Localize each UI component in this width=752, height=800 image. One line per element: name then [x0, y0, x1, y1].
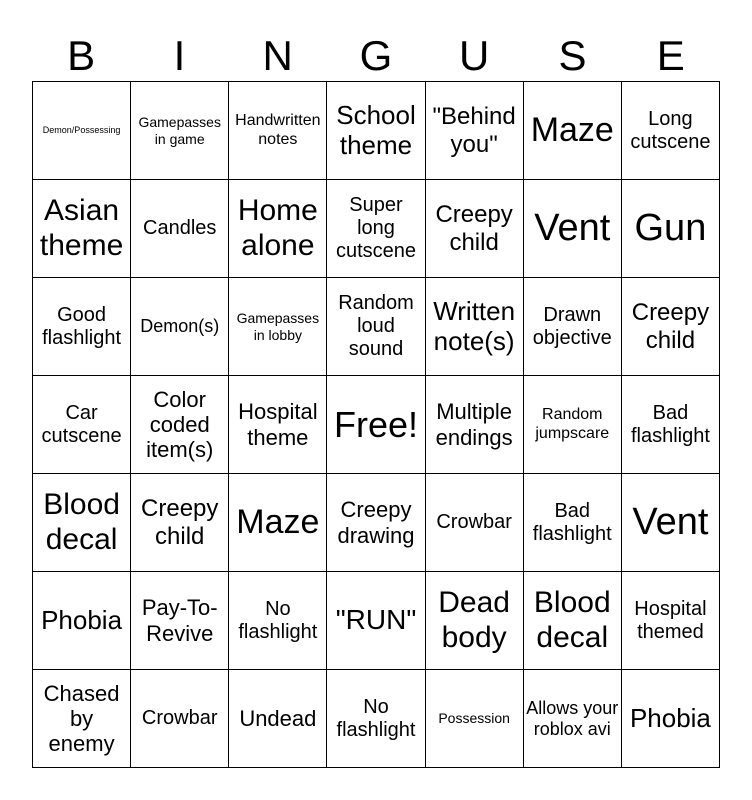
bingo-cell[interactable]: Crowbar: [131, 670, 229, 768]
bingo-cell[interactable]: Car cutscene: [33, 376, 131, 474]
bingo-cell[interactable]: "RUN": [327, 572, 425, 670]
bingo-cell[interactable]: Asian theme: [33, 180, 131, 278]
bingo-cell[interactable]: Vent: [622, 474, 720, 572]
bingo-cell[interactable]: Hospital theme: [229, 376, 327, 474]
bingo-cell[interactable]: Gun: [622, 180, 720, 278]
header-letter-g: G: [359, 32, 393, 79]
bingo-cell[interactable]: Home alone: [229, 180, 327, 278]
bingo-cell[interactable]: Blood decal: [524, 572, 622, 670]
bingo-cell[interactable]: Pay-To-Revive: [131, 572, 229, 670]
bingo-header: [32, 30, 720, 82]
bingo-cell[interactable]: Creepy drawing: [327, 474, 425, 572]
bingo-cell[interactable]: Vent: [524, 180, 622, 278]
bingo-cell[interactable]: Gamepasses in lobby: [229, 278, 327, 376]
bingo-cell[interactable]: Dead body: [426, 572, 524, 670]
bingo-cell[interactable]: Allows your roblox avi: [524, 670, 622, 768]
bingo-cell[interactable]: Bad flashlight: [524, 474, 622, 572]
bingo-cell[interactable]: Super long cutscene: [327, 180, 425, 278]
bingo-cell[interactable]: No flashlight: [327, 670, 425, 768]
bingo-cell[interactable]: Good flashlight: [33, 278, 131, 376]
bingo-cell[interactable]: Random loud sound: [327, 278, 425, 376]
bingo-cell[interactable]: Creepy child: [622, 278, 720, 376]
bingo-cell[interactable]: Maze: [524, 82, 622, 180]
bingo-cell[interactable]: "Behind you": [426, 82, 524, 180]
bingo-cell[interactable]: Drawn objective: [524, 278, 622, 376]
bingo-cell[interactable]: Crowbar: [426, 474, 524, 572]
bingo-cell[interactable]: Phobia: [33, 572, 131, 670]
bingo-cell[interactable]: Possession: [426, 670, 524, 768]
bingo-cell[interactable]: Long cutscene: [622, 82, 720, 180]
bingo-cell[interactable]: Chased by enemy: [33, 670, 131, 768]
bingo-cell-free[interactable]: Free!: [327, 376, 425, 474]
bingo-cell[interactable]: Creepy child: [131, 474, 229, 572]
bingo-cell[interactable]: Undead: [229, 670, 327, 768]
bingo-cell[interactable]: Multiple endings: [426, 376, 524, 474]
header-letter-u: U: [459, 32, 490, 79]
bingo-grid: [32, 81, 720, 768]
header-letter-b: B: [67, 32, 96, 79]
bingo-cell[interactable]: Candles: [131, 180, 229, 278]
header-letter-i: I: [173, 32, 186, 79]
bingo-cell[interactable]: Demon(s): [131, 278, 229, 376]
bingo-cell[interactable]: Maze: [229, 474, 327, 572]
bingo-cell[interactable]: Demon/Possessing: [33, 82, 131, 180]
bingo-cell[interactable]: Phobia: [622, 670, 720, 768]
bingo-cell[interactable]: Written note(s): [426, 278, 524, 376]
header-letter-s: S: [558, 32, 587, 79]
header-letter-e: E: [656, 32, 685, 79]
bingo-cell[interactable]: Blood decal: [33, 474, 131, 572]
bingo-cell[interactable]: Handwritten notes: [229, 82, 327, 180]
bingo-cell[interactable]: Hospital themed: [622, 572, 720, 670]
header-letter-n: N: [262, 32, 293, 79]
bingo-cell[interactable]: No flashlight: [229, 572, 327, 670]
bingo-cell[interactable]: Random jumpscare: [524, 376, 622, 474]
bingo-cell[interactable]: Bad flashlight: [622, 376, 720, 474]
bingo-cell[interactable]: Gamepasses in game: [131, 82, 229, 180]
bingo-cell[interactable]: Color coded item(s): [131, 376, 229, 474]
bingo-cell[interactable]: School theme: [327, 82, 425, 180]
bingo-cell[interactable]: Creepy child: [426, 180, 524, 278]
